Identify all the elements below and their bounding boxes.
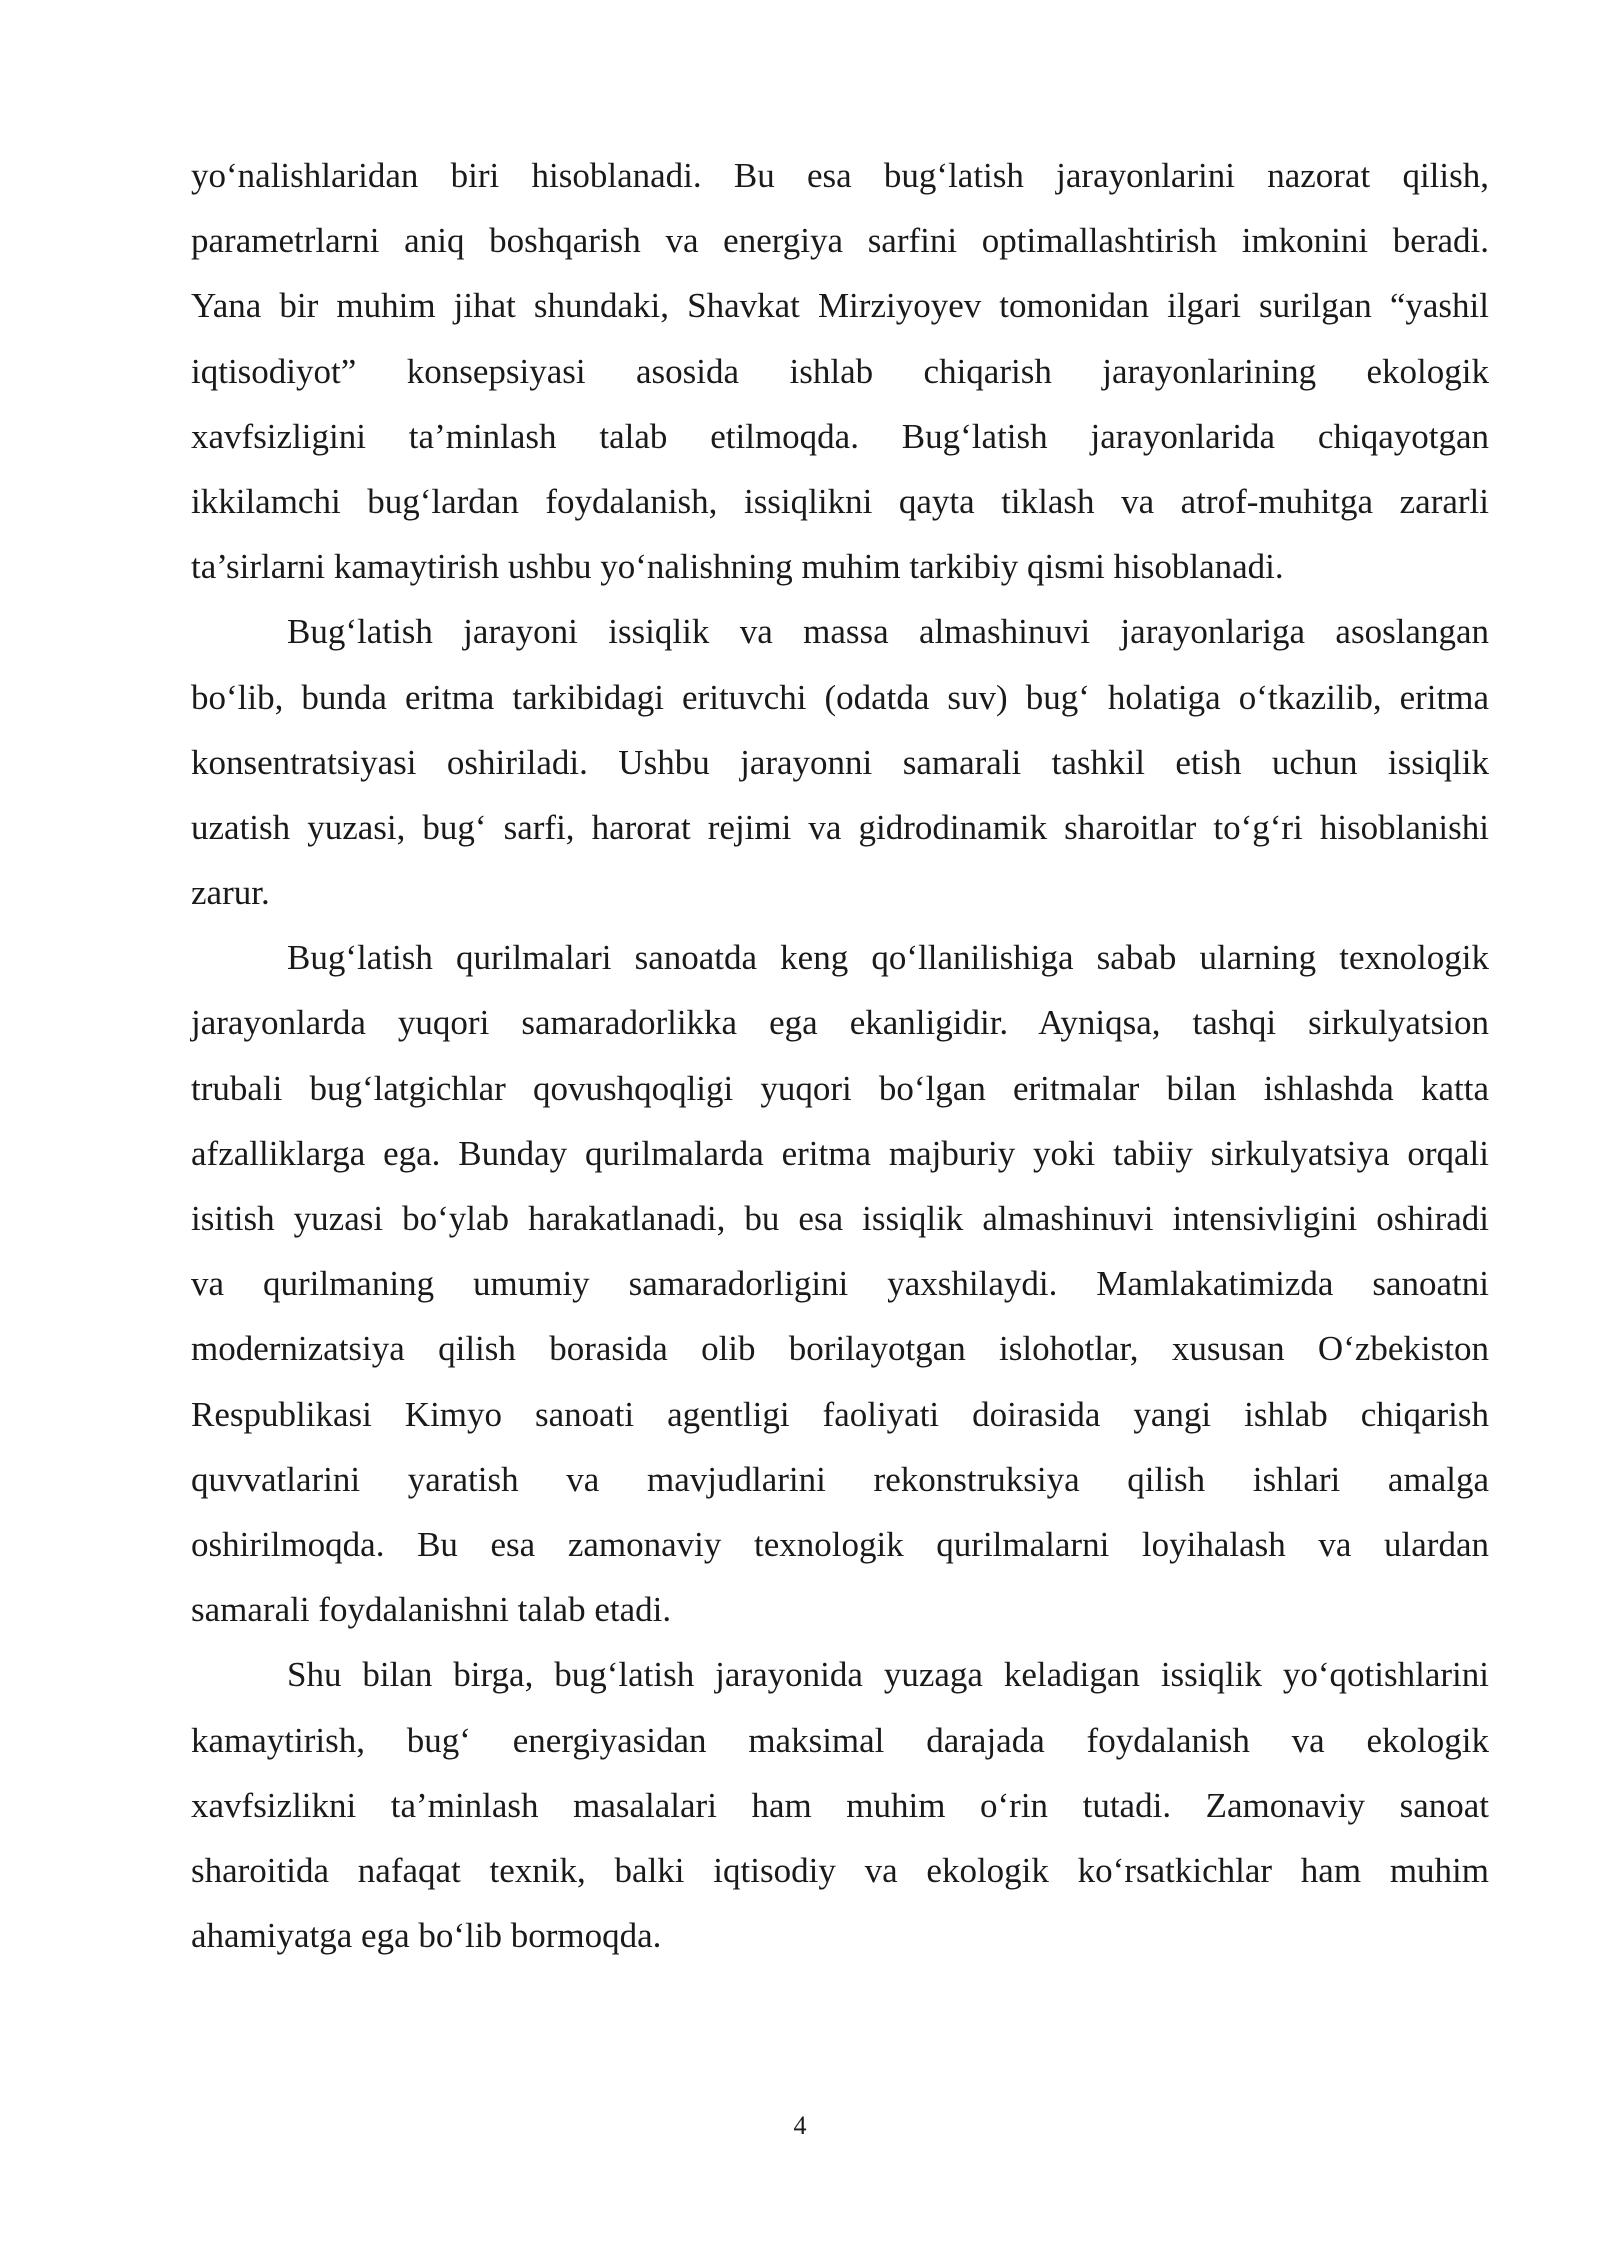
text-line: xavfsizlikni ta’minlash masalalari ham muhim o‘rin tutadi. Zamonaviy sanoat [191, 1785, 1489, 1825]
text-line: oshirilmoqda. Bu esa zamonaviy texnologik qurilmalarni loyihalash va ulardan [191, 1524, 1489, 1564]
text-line: bo‘lib, bunda eritma tarkibidagi erituvchi (odatda suv) bug‘ holatiga o‘tkazilib, eritma [191, 677, 1489, 717]
text-line: Bug‘latish qurilmalari sanoatda keng qo‘llanilishiga sabab ularning texnologik [287, 938, 1489, 978]
text-line: kamaytirish, bug‘ energiyasidan maksimal darajada foydalanish va ekologik [191, 1720, 1489, 1760]
text-line: iqtisodiyot” konsepsiyasi asosida ishlab chiqarish jarayonlarining ekologik [191, 351, 1489, 391]
text-line: modernizatsiya qilish borasida olib borilayotgan islohotlar, xususan O‘zbekiston [191, 1329, 1489, 1369]
text-line: zarur. [191, 873, 270, 913]
text-line: sharoitida nafaqat texnik, balki iqtisodiy va ekologik ko‘rsatkichlar ham muhim [191, 1850, 1489, 1890]
text-line: Respublikasi Kimyo sanoati agentligi faoliyati doirasida yangi ishlab chiqarish [191, 1394, 1489, 1434]
text-line: isitish yuzasi bo‘ylab harakatlanadi, bu esa issiqlik almashinuvi intensivligini oshiradi [191, 1199, 1489, 1238]
text-line: konsentratsiyasi oshiriladi. Ushbu jarayonni samarali tashkil etish uchun issiqlik [191, 742, 1489, 782]
text-line: xavfsizligini ta’minlash talab etilmoqda. Bug‘latish jarayonlarida chiqayotgan [191, 416, 1489, 456]
text-line: va qurilmaning umumiy samaradorligini yaxshilaydi. Mamlakatimizda sanoatni [191, 1264, 1489, 1304]
paragraph-1 [191, 150, 1489, 606]
text-line: uzatish yuzasi, bug‘ sarfi, harorat rejimi va gidrodinamik sharoitlar to‘g‘ri hisoblanishi [191, 807, 1489, 847]
text-line: Shu bilan birga, bug‘latish jarayonida yuzaga keladigan issiqlik yo‘qotishlarini [287, 1655, 1489, 1695]
paragraph-3 [191, 932, 1489, 1649]
document-body [191, 150, 1489, 1975]
text-line: Yana bir muhim jihat shundaki, Shavkat Mirziyoyev tomonidan ilgari surilgan “yashil [191, 286, 1489, 326]
paragraph-2 [191, 606, 1489, 932]
text-line: ta’sirlarni kamaytirish ushbu yo‘nalishning muhim tarkibiy qismi hisoblanadi. [191, 547, 1284, 587]
text-line: Bug‘latish jarayoni issiqlik va massa almashinuvi jarayonlariga asoslangan [287, 612, 1489, 652]
text-line: parametrlarni aniq boshqarish va energiya sarfini optimallashtirish imkonini beradi. [191, 221, 1489, 261]
text-line: ahamiyatga ega bo‘lib bormoqda. [191, 1916, 662, 1956]
text-line: quvvatlarini yaratish va mavjudlarini rekonstruksiya qilish ishlari amalga [191, 1459, 1489, 1499]
text-line: ikkilamchi bug‘lardan foydalanish, issiqlikni qayta tiklash va atrof-muhitga zararli [191, 481, 1489, 521]
text-line: jarayonlarda yuqori samaradorlikka ega ekanligidir. Ayniqsa, tashqi sirkulyatsion [191, 1003, 1489, 1043]
page-number: 4 [793, 2111, 807, 2140]
text-line: samarali foydalanishni talab etadi. [191, 1590, 672, 1630]
text-line: yo‘nalishlaridan biri hisoblanadi. Bu esa bug‘latish jarayonlarini nazorat qilish, [191, 156, 1489, 195]
text-line: trubali bug‘latgichlar qovushqoqligi yuqori bo‘lgan eritmalar bilan ishlashda katta [191, 1068, 1489, 1108]
text-line: afzalliklarga ega. Bunday qurilmalarda eritma majburiy yoki tabiiy sirkulyatsiya orqali [191, 1133, 1489, 1173]
paragraph-4 [191, 1649, 1489, 1975]
